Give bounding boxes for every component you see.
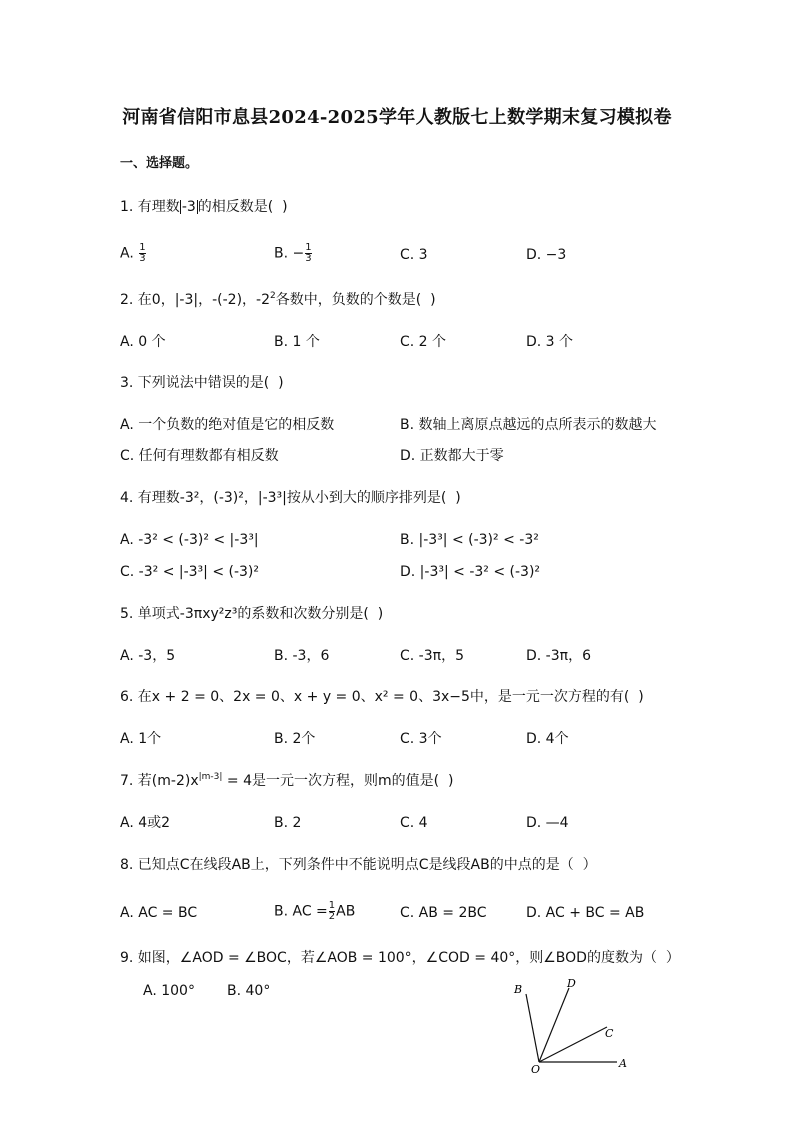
- q1-a-label: A.: [120, 245, 134, 262]
- question-8: 8. 已知点C在线段AB上，下列条件中不能说明点C是线段AB的中点的是（ ）: [120, 857, 597, 873]
- q1-abs-value: -3: [181, 199, 196, 215]
- fraction: [329, 901, 335, 922]
- q6-option-c[interactable]: C. 3个: [400, 731, 442, 747]
- q5-option-b[interactable]: B. -3，6: [274, 648, 330, 664]
- q9-option-b[interactable]: B. 40°: [227, 983, 271, 999]
- q5-option-a[interactable]: A. -3，5: [120, 648, 176, 664]
- q8-b-prefix: B. AC =: [274, 903, 328, 920]
- angle-figure: [505, 970, 635, 1080]
- q9-option-a[interactable]: A. 100°: [143, 983, 195, 999]
- fraction-num: 1: [139, 242, 146, 253]
- label-a: A: [619, 1057, 627, 1070]
- question-2: [120, 290, 436, 310]
- q1-option-a[interactable]: [120, 243, 147, 264]
- section-heading: 一、选择题。: [120, 156, 199, 171]
- question-7: [120, 771, 453, 791]
- q3-option-c[interactable]: C. 任何有理数都有相反数: [120, 448, 279, 464]
- q8-option-d[interactable]: D. AC + BC = AB: [526, 905, 645, 921]
- label-d: D: [567, 977, 576, 990]
- q7-stem-a: 7. 若(m-2)x: [120, 773, 199, 789]
- q5-option-c[interactable]: C. -3π，5: [400, 648, 464, 664]
- ray-od: [539, 988, 569, 1062]
- q6-option-b[interactable]: B. 2个: [274, 731, 316, 747]
- q6-option-d[interactable]: D. 4个: [526, 731, 569, 747]
- q3-option-b[interactable]: B. 数轴上离原点越远的点所表示的数越大: [400, 417, 657, 433]
- q1-option-b[interactable]: [274, 243, 313, 264]
- q2-option-a[interactable]: A. 0 个: [120, 334, 166, 350]
- q4-option-d[interactable]: D. |-3³| < -3² < (-3)²: [400, 564, 541, 580]
- page-title: 河南省信阳市息县2024-2025学年人教版七上数学期末复习模拟卷: [122, 107, 672, 128]
- fraction-den: 3: [139, 253, 146, 264]
- q2-stem-b: 各数中，负数的个数是( ): [275, 292, 436, 308]
- q7-option-a[interactable]: A. 4或2: [120, 815, 171, 831]
- question-6: 6. 在x + 2 = 0、2x = 0、x + y = 0、x² = 0、3x−5中，是一元一次方程的有( ): [120, 689, 644, 705]
- question-3: 3. 下列说法中错误的是( ): [120, 375, 284, 391]
- q7-option-b[interactable]: B. 2: [274, 815, 302, 831]
- q1-option-d[interactable]: D. −3: [526, 247, 567, 263]
- q1-option-c[interactable]: C. 3: [400, 247, 428, 263]
- q7-superscript: |m-3|: [198, 772, 223, 782]
- question-9: 9. 如图，∠AOD = ∠BOC，若∠AOB = 100°，∠COD = 40°，则∠BOD的度数为（ ）: [120, 950, 680, 966]
- q5-option-d[interactable]: D. -3π，6: [526, 648, 591, 664]
- fraction-den: 2: [328, 911, 336, 922]
- q1-stem-a: 1. 有理数: [120, 199, 180, 215]
- fraction-num: 1: [305, 242, 312, 253]
- q3-option-d[interactable]: D. 正数都大于零: [400, 448, 504, 464]
- label-b: B: [514, 983, 523, 996]
- q4-option-a[interactable]: A. -3² < (-3)² < |-3³|: [120, 532, 259, 548]
- q4-option-b[interactable]: B. |-3³| < (-3)² < -3²: [400, 532, 539, 548]
- q2-option-b[interactable]: B. 1 个: [274, 334, 320, 350]
- q6-option-a[interactable]: A. 1个: [120, 731, 162, 747]
- fraction-den: 3: [305, 253, 312, 264]
- q2-option-c[interactable]: C. 2 个: [400, 334, 447, 350]
- q1-b-label: B. −: [274, 245, 305, 262]
- q2-option-d[interactable]: D. 3 个: [526, 334, 574, 350]
- q7-option-d[interactable]: D. —4: [526, 815, 569, 831]
- q3-option-a[interactable]: A. 一个负数的绝对值是它的相反数: [120, 417, 335, 433]
- q2-superscript: 2: [270, 291, 276, 301]
- q8-option-c[interactable]: C. AB = 2BC: [400, 905, 487, 921]
- question-1: [120, 197, 288, 217]
- q7-option-c[interactable]: C. 4: [400, 815, 428, 831]
- q8-b-suffix: AB: [336, 903, 356, 920]
- q8-option-b[interactable]: [274, 901, 355, 922]
- ray-ob: [526, 994, 539, 1062]
- question-5: 5. 单项式-3πxy²z³的系数和次数分别是( ): [120, 606, 384, 622]
- fraction: [305, 243, 311, 264]
- q8-option-a[interactable]: A. AC = BC: [120, 905, 198, 921]
- label-o: O: [531, 1063, 541, 1076]
- q7-stem-b: = 4是一元一次方程，则m的值是( ): [222, 773, 454, 789]
- fraction: [139, 243, 145, 264]
- label-c: C: [605, 1027, 614, 1040]
- q2-stem-a: 2. 在0，|-3|，-(-2)，-2: [120, 292, 271, 308]
- question-4: 4. 有理数-3²，(-3)²，|-3³|按从小到大的顺序排列是( ): [120, 490, 461, 506]
- q1-stem-b: 的相反数是( ): [197, 199, 288, 215]
- ray-oc: [539, 1027, 607, 1062]
- fraction-num: 1: [328, 900, 336, 911]
- q4-option-c[interactable]: C. -3² < |-3³| < (-3)²: [120, 564, 260, 580]
